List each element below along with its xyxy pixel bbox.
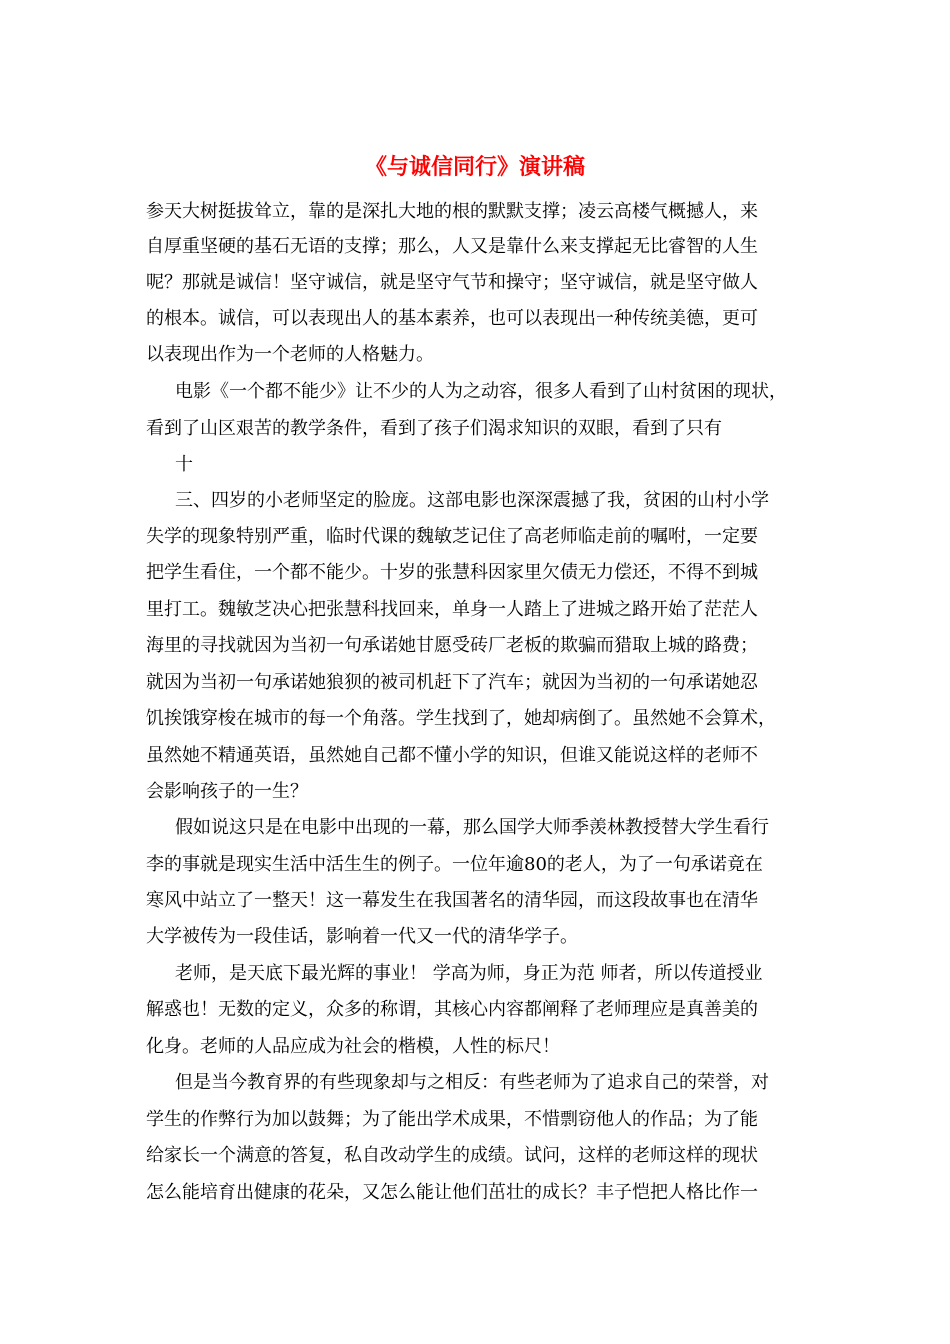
body-line: 但是当今教育界的有些现象却与之相反：有些老师为了追求自己的荣誉，对: [175, 1072, 769, 1093]
body-line: 寒风中站立了一整天！这一幕发生在我国著名的清华园，而这段故事也在清华: [146, 890, 758, 911]
body-line: 里打工。魏敏芝决心把张慧科找回来，单身一人踏上了进城之路开始了茫茫人: [146, 599, 758, 620]
document-title: 《与诚信同行》演讲稿: [364, 155, 585, 180]
body-line: 给家长一个满意的答复，私自改动学生的成绩。试问，这样的老师这样的现状: [146, 1145, 758, 1166]
body-line: 看到了山区艰苦的教学条件，看到了孩子们渴求知识的双眼，看到了只有: [146, 418, 722, 439]
body-line: 就因为当初一句承诺她狼狈的被司机赶下了汽车；就因为当初的一句承诺她忍: [146, 672, 758, 693]
body-line: 以表现出作为一个老师的人格魅力。: [146, 344, 434, 365]
body-line: 把学生看住，一个都不能少。十岁的张慧科因家里欠债无力偿还，不得不到城: [146, 562, 758, 583]
body-line: 失学的现象特别严重，临时代课的魏敏芝记住了高老师临走前的嘱咐，一定要: [146, 526, 758, 547]
body-line: 化身。老师的人品应成为社会的楷模，人性的标尺！: [146, 1036, 560, 1057]
body-line: 海里的寻找就因为当初一句承诺她甘愿受砖厂老板的欺骗而猎取上城的路费；: [146, 635, 758, 656]
body-line: 十: [175, 454, 193, 475]
body-line: 怎么能培育出健康的花朵，又怎么能让他们茁壮的成长？丰子恺把人格比作一: [146, 1182, 758, 1203]
body-line: 解惑也！无数的定义，众多的称谓，其核心内容都阐释了老师理应是真善美的: [146, 999, 758, 1020]
body-line: 老师，是天底下最光辉的事业！ 学高为师，身正为范 师者，所以传道授业: [175, 963, 763, 984]
body-line: 的根本。诚信，可以表现出人的基本素养，也可以表现出一种传统美德，更可: [146, 308, 758, 329]
body-line: 参天大树挺拔耸立，靠的是深扎大地的根的默默支撑；凌云高楼气概撼人，来: [146, 201, 758, 222]
body-line: 李的事就是现实生活中活生生的例子。一位年逾80的老人，为了一句承诺竟在: [146, 854, 763, 875]
body-line: 学生的作弊行为加以鼓舞；为了能出学术成果，不惜剽窃他人的作品；为了能: [146, 1109, 758, 1130]
body-line: 饥挨饿穿梭在城市的每一个角落。学生找到了，她却病倒了。虽然她不会算术，: [146, 708, 776, 729]
body-line: 呢？那就是诚信！坚守诚信，就是坚守气节和操守；坚守诚信，就是坚守做人: [146, 272, 758, 293]
body-line: 虽然她不精通英语，虽然她自己都不懂小学的知识，但谁又能说这样的老师不: [146, 745, 758, 766]
body-line: 假如说这只是在电影中出现的一幕，那么国学大师季羡林教授替大学生看行: [175, 817, 769, 838]
body-line: 三、四岁的小老师坚定的脸庞。这部电影也深深震撼了我，贫困的山村小学: [175, 490, 769, 511]
body-line: 电影《一个都不能少》让不少的人为之动容，很多人看到了山村贫困的现状，: [175, 381, 787, 402]
body-line: 自厚重坚硬的基石无语的支撑；那么，人又是靠什么来支撑起无比睿智的人生: [146, 236, 758, 257]
body-line: 会影响孩子的一生？: [146, 781, 308, 802]
body-line: 大学被传为一段佳话，影响着一代又一代的清华学子。: [146, 926, 578, 947]
